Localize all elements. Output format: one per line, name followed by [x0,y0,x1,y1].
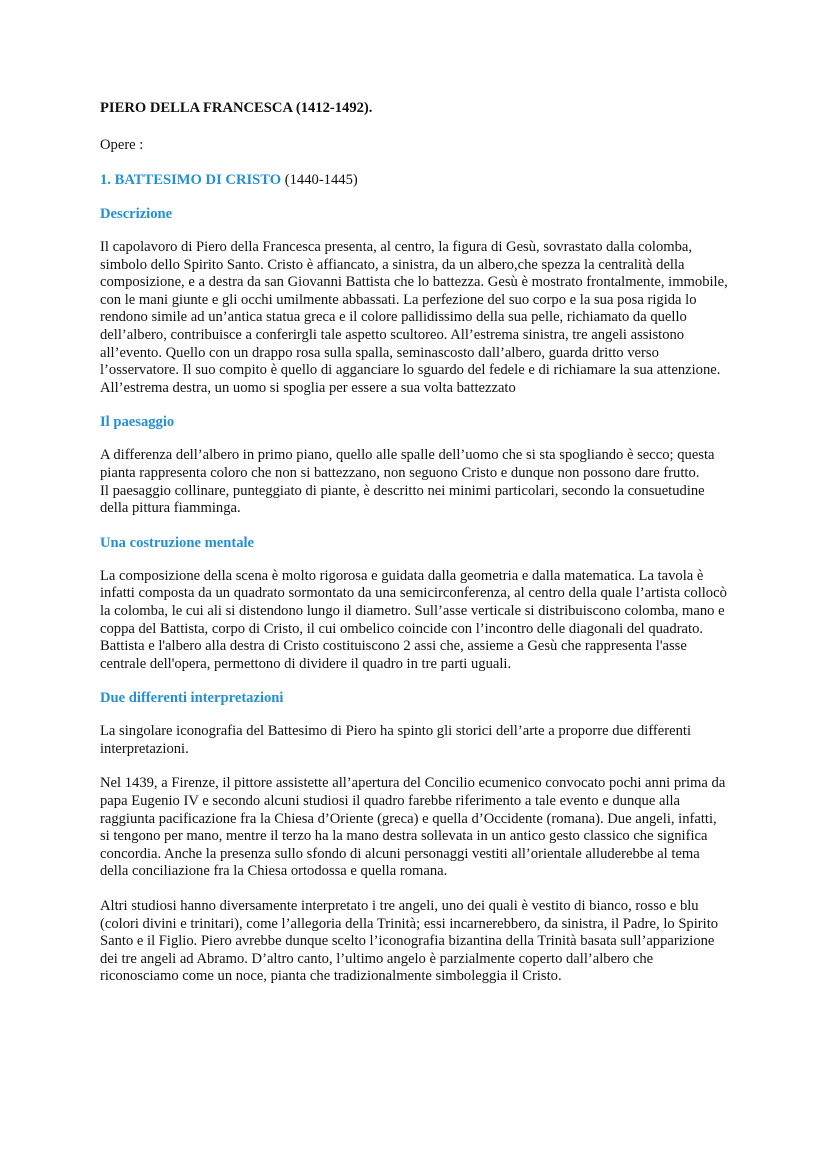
work-title [100,171,728,189]
costruzione-paragraph-1: La composizione della scena è molto rigorosa e guidata dalla geometria e dalla matematica. La tavola è infatti composta da un quadrato sormontato da una semicirconferenza, al centro della quale l’artista collocò la colomba, le cui ali si distendono lungo il diametro. Sull’asse verticale si distribuiscono colomba, mano e coppa del Battista, corpo di Cristo, il cui ombelico coincide con l’incontro delle diagonali del quadrato. Battista e l'albero alla destra di Cristo costituiscono 2 assi che, assieme a Gesù che rappresenta l'asse centrale dell'opera, permettono di dividere il quadro in tre parti uguali. [100,567,727,672]
section-heading-interpretazioni: Due differenti interpretazioni [100,690,284,707]
paesaggio-paragraph-2: Il paesaggio collinare, punteggiato di piante, è descritto nei minimi particolari, secondo la consuetudine della pittura fiamminga. [100,482,705,517]
interpretazioni-paragraph-1: La singolare iconografia del Battesimo di Piero ha spinto gli storici dell’arte a proporre due differenti interpretazioni. [100,723,691,757]
descrizione-paragraph-2: All’estrema destra, un uomo si spoglia per essere a sua volta battezzato [100,379,516,396]
document-title: PIERO DELLA FRANCESCA (1412-1492). [100,100,373,116]
work-dates: (1440-1445) [281,172,358,188]
section-heading-costruzione: Una costruzione mentale [100,534,255,551]
descrizione-paragraph-1: Il capolavoro di Piero della Francesca presenta, al centro, la figura di Gesù, sovrastato dalla colomba, simbolo dello Spirito Santo. Cristo è affiancato, a sinistra, da un albero,che spezza la centralità della composizione, e a destra da san Giovanni Battista che lo battezza. Gesù è mostrato frontalmente, immobile, con le mani giunte e gli occhi umilmente abbassati. La perfezione del suo corpo e la sua posa rigida lo rendono simile ad un’antica statua greca e il colore pallidissimo della sua pelle, richiamato da quello dell’albero, contribuisce a conferirgli tale aspetto scultoreo. All’estrema sinistra, tre angeli assistono all’evento. Quello con un drappo rosa sulla spalla, seminascosto dall’albero, guarda dritto verso l’osservatore. Il suo compito è quello di agganciare lo sguardo del fedele e di richiamare la sua attenzione. [100,239,728,379]
works-label: Opere : [100,137,144,153]
section-heading-descrizione: Descrizione [100,206,173,222]
interpretazioni-paragraph-2: Nel 1439, a Firenze, il pittore assistette all’apertura del Concilio ecumenico convocato pochi anni prima da papa Eugenio IV e secondo alcuni studiosi il quadro farebbe riferimento a tale evento e dunque alla raggiunta pacificazione fra la Chiesa d’Oriente (greca) e quella d’Occidente (romana). Due angeli, infatti, si tengono per mano, mentre il terzo ha la mano destra sollevata in un antico gesto classico che significa concordia. Anche la presenza sullo sfondo di alcuni personaggi vestiti all’orientale alluderebbe al tema della conciliazione fra la Chiesa ortodossa e quella romana. [100,775,726,880]
interpretazioni-paragraph-3: Altri studiosi hanno diversamente interpretato i tre angeli, uno dei quali è vestito di bianco, rosso e blu (colori divini e trinitari), come l’allegoria della Trinità; essi incarnerebbero, da sinistra, il Padre, lo Spirito Santo e il Figlio. Piero avrebbe dunque scelto l’iconografia bizantina della Trinità basata sull’apparizione dei tre angeli ad Abramo. D’altro canto, l’ultimo angelo è parzialmente coperto dall’albero che riconosciamo come un noce, pianta che tradizionalmente simboleggia il Cristo. [100,898,719,985]
paesaggio-paragraph-1: A differenza dell’albero in primo piano, quello alle spalle dell’uomo che si sta spogliando è secco; questa pianta rappresenta coloro che non si battezzano, non seguono Cristo e dunque non possono dare frutto. [100,447,715,481]
section-heading-paesaggio: Il paesaggio [100,414,175,431]
work-number-title: 1. BATTESIMO DI CRISTO [100,172,282,188]
